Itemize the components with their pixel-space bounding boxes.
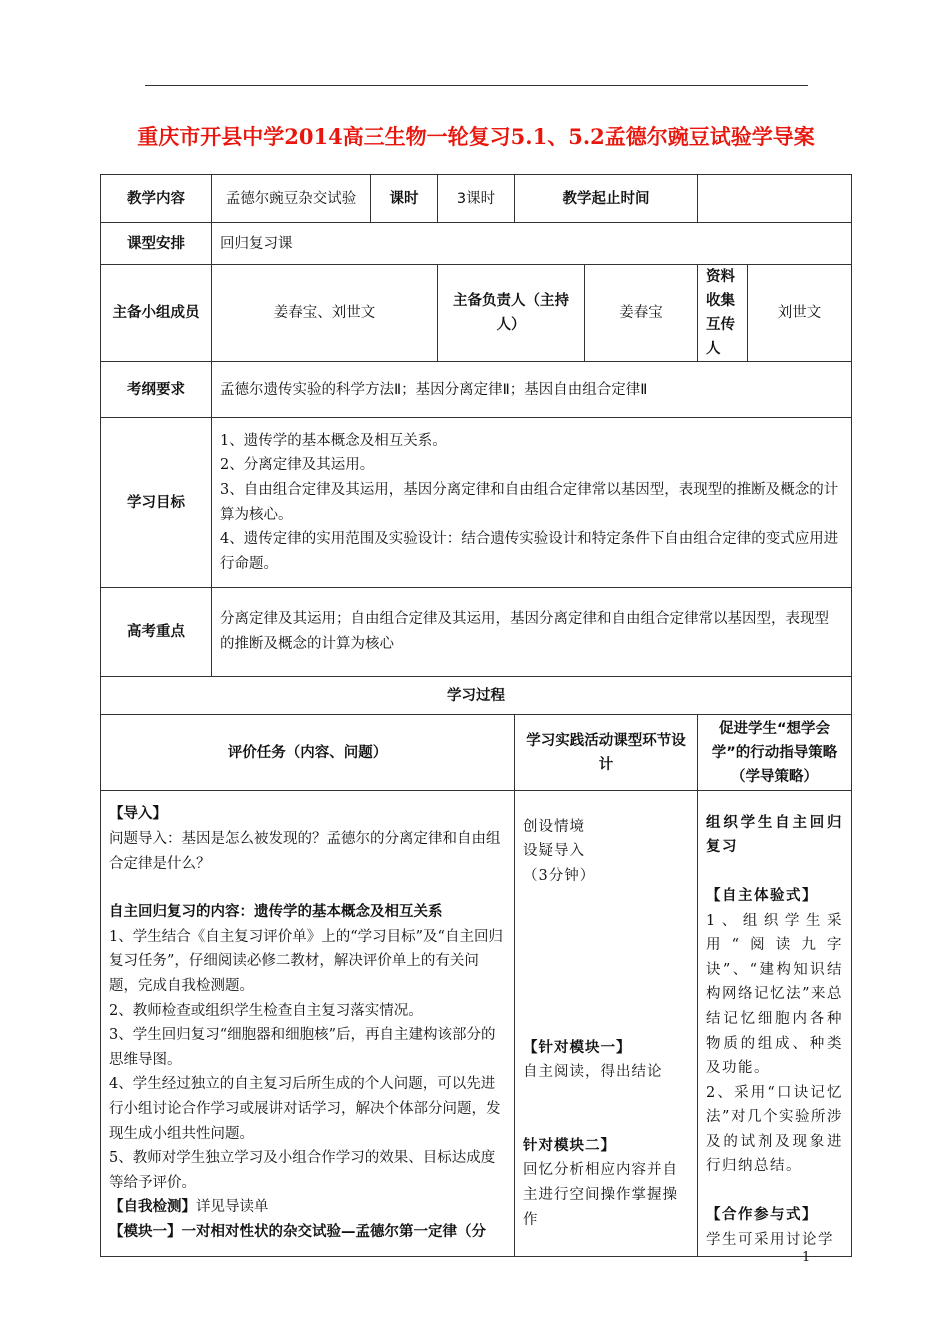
- review-item: 2、教师检查或组织学生检查自主复习落实情况。: [109, 1002, 423, 1019]
- collector-value: 刘世文: [748, 265, 852, 362]
- type-label: 课型安排: [101, 223, 212, 265]
- activity-module2-text: 回忆分析相应内容并自主进行空间操作掌握操作: [523, 1162, 678, 1228]
- review-item: 3、学生回归复习“细胞器和细胞核”后，再自主建构该部分的思维导图。: [109, 1027, 496, 1068]
- strategy-heading: 组织学生自主回归复习: [706, 814, 844, 856]
- strategy-item: 2、采用“口诀记忆法”对几个实验所涉及的试剂及现象进行归纳总结。: [706, 1084, 844, 1175]
- goal-item: 1、遗传学的基本概念及相互关系。: [220, 432, 447, 449]
- strategy-self-heading: 【自主体验式】: [706, 887, 819, 904]
- activity-module1-heading: 【针对模块一】: [523, 1039, 632, 1056]
- period-label: 教学起止时间: [515, 175, 698, 223]
- activity-module2-heading: 针对模块二】: [523, 1137, 616, 1154]
- activity-line: 创设情境: [523, 818, 585, 835]
- period-value: [698, 175, 852, 223]
- review-item: 4、学生经过独立的自主复习后所生成的个人问题，可以先进行小组讨论合作学习或展讲对话学习，解决个体部分问题，发现生成小组共性问题。: [109, 1076, 501, 1142]
- review-item: 5、教师对学生独立学习及小组合作学习的效果、目标达成度等给予评价。: [109, 1150, 496, 1191]
- members-value: 姜春宝、刘世文: [212, 265, 438, 362]
- activity-design-cell: [515, 791, 698, 1257]
- self-check-text: 详见导读单: [196, 1199, 269, 1216]
- process-col2-header: 学习实践活动课型环节设计: [515, 715, 698, 791]
- process-col1-header: 评价任务（内容、问题）: [101, 715, 515, 791]
- members-label: 主备小组成员: [101, 265, 212, 362]
- hours-label: 课时: [371, 175, 438, 223]
- strategy-coop-heading: 【合作参与式】: [706, 1207, 819, 1224]
- process-title: 学习过程: [101, 677, 852, 715]
- self-check-line: [109, 1195, 506, 1220]
- header-rule: [145, 85, 808, 86]
- goal-item: 2、分离定律及其运用。: [220, 457, 375, 474]
- hours-value: 3课时: [438, 175, 515, 223]
- strategy-item: 1、组织学生采用“阅读九字诀”、“建构知识结构网络记忆法”来总结记忆细胞内各种物质的组成、种类及功能。: [706, 912, 844, 1077]
- page-number: 1: [802, 1250, 811, 1265]
- activity-line: 设疑导入: [523, 843, 585, 860]
- review-item: 1、学生结合《自主复习评价单》上的“学习目标”及“自主回归复习任务”，仔细阅读必修二教材，解决评价单上的有关问题，完成自我检测题。: [109, 928, 503, 995]
- evaluation-task-cell: [101, 791, 515, 1257]
- leader-value: 姜春宝: [585, 265, 698, 362]
- leader-label: 主备负责人（主持人）: [438, 265, 585, 362]
- intro-text: 问题导入：基因是怎么被发现的？孟德尔的分离定律和自由组合定律是什么？: [109, 831, 501, 872]
- goals-list: [212, 418, 852, 588]
- collector-label: 资料收集互传人: [698, 265, 748, 362]
- strategy-cell: [698, 791, 852, 1257]
- focus-value: 分离定律及其运用；自由组合定律及其运用，基因分离定律和自由组合定律常以基因型，表现型的推断及概念的计算为核心: [212, 588, 852, 677]
- activity-line: （3分钟）: [523, 868, 596, 885]
- syllabus-value: 孟德尔遗传实验的科学方法Ⅱ；基因分离定律Ⅱ；基因自由组合定律Ⅱ: [212, 362, 852, 418]
- strategy-item: 学生可采用讨论学: [706, 1231, 835, 1248]
- lesson-plan-table: [100, 174, 852, 1257]
- document-title: 重庆市开县中学2014高三生物一轮复习5.1、5.2孟德尔豌豆试验学导案: [137, 124, 815, 149]
- module1-heading: 【模块一】一对相对性状的杂交试验—孟德尔第一定律（分: [109, 1223, 486, 1240]
- review-heading: 自主回归复习的内容：遗传学的基本概念及相互关系: [109, 904, 443, 921]
- activity-module1-text: 自主阅读，得出结论: [523, 1064, 663, 1081]
- syllabus-label: 考纲要求: [101, 362, 212, 418]
- goals-label: 学习目标: [101, 418, 212, 588]
- self-check-label: 【自我检测】: [109, 1199, 196, 1216]
- process-col3-header: 促进学生“想学会学”的行动指导策略（学导策略）: [698, 715, 852, 791]
- content-value: 孟德尔豌豆杂交试验: [212, 175, 371, 223]
- type-value: 回归复习课: [212, 223, 852, 265]
- goal-item: 4、遗传定律的实用范围及实验设计：结合遗传实验设计和特定条件下自由组合定律的变式应用进行命题。: [220, 531, 839, 572]
- focus-label: 高考重点: [101, 588, 212, 677]
- intro-heading: 【导入】: [109, 806, 167, 823]
- content-label: 教学内容: [101, 175, 212, 223]
- goal-item: 3、自由组合定律及其运用，基因分离定律和自由组合定律常以基因型，表现型的推断及概念的计算为核心。: [220, 481, 839, 523]
